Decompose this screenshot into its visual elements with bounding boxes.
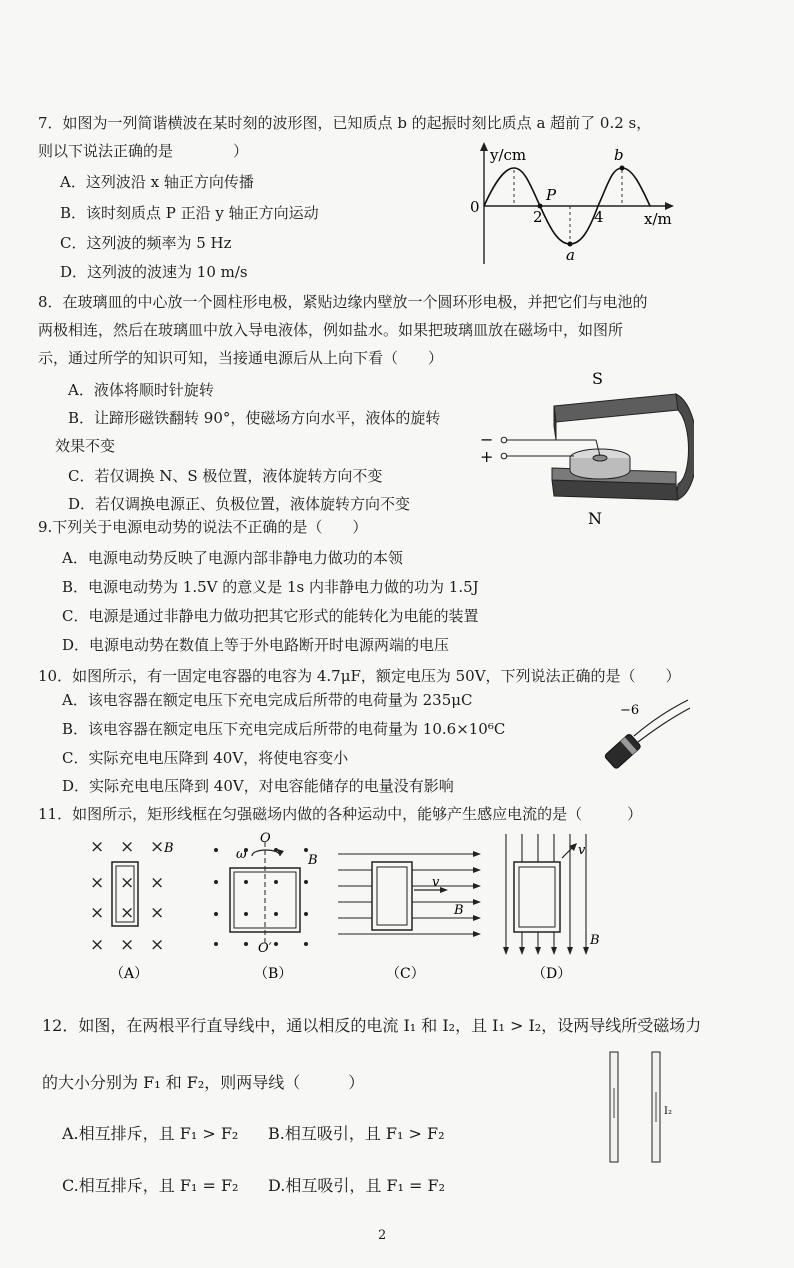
figure-b-omega: ω — [236, 847, 247, 862]
figure-b-o-bottom: O′ — [258, 941, 272, 956]
figure-c-b-label: B — [454, 903, 464, 918]
figure-a-caption: （A） — [110, 966, 149, 982]
wave-y-arrow-icon — [480, 142, 488, 151]
svg-text:×: × — [120, 837, 135, 857]
q8-stem-line3: 示，通过所学的知识可知，当接通电源后从上向下看（ ） — [38, 349, 444, 367]
figure-b-b-label: B — [308, 853, 318, 868]
wave-tick-2: 2 — [533, 208, 543, 226]
terminal-plus-label: + — [480, 447, 494, 466]
svg-text:×: × — [150, 935, 165, 955]
figure-c-caption: （C） — [386, 966, 425, 982]
wire-i2-label: I₂ — [664, 1106, 672, 1117]
figure-d-caption: （D） — [532, 966, 572, 982]
q7-stem-line1: 7．如图为一列简谐横波在某时刻的波形图，已知质点 b 的起振时刻比质点 a 超前了 0.2 s， — [38, 114, 652, 132]
capacitor-mark: −6 — [620, 703, 640, 718]
q9-option-c: C．电源是通过非静电力做功把其它形式的能转化为电能的装置 — [62, 607, 479, 625]
q9-option-d: D．电源电动势在数值上等于外电路断开时电源两端的电压 — [62, 636, 450, 654]
magnet-dish-figure — [478, 368, 694, 528]
q7-stem-line2: 则以下说法正确的是 ） — [38, 142, 249, 160]
q12-option-b: B.相互吸引，且 F₁ > F₂ — [268, 1124, 445, 1143]
figure-d-v-label: v — [578, 843, 586, 858]
figure-c-velocity-icon — [440, 887, 448, 893]
wave-graph-figure — [462, 140, 694, 268]
q9-option-a: A．电源电动势反映了电源内部非静电力做功的本领 — [62, 549, 403, 567]
page-number: 2 — [378, 1228, 387, 1243]
figure-c — [338, 851, 481, 982]
magnet-curve — [676, 394, 694, 500]
q12-option-c: C.相互排斥，且 F₁ = F₂ — [62, 1176, 239, 1195]
svg-text:×: × — [120, 873, 135, 893]
svg-text:×: × — [150, 873, 165, 893]
q9-option-b: B．电源电动势为 1.5V 的意义是 1s 内非静电力做的功为 1.5J — [62, 578, 479, 596]
q12-stem-line1: 12．如图，在两根平行直导线中，通以相反的电流 I₁ 和 I₂，且 I₁ > I₂，设两导线所受磁场力 — [42, 1016, 702, 1035]
svg-text:×: × — [150, 837, 165, 857]
wave-x-arrow-icon — [665, 202, 674, 210]
q9-stem: 9.下列关于电源电动势的说法不正确的是（ ） — [38, 518, 368, 536]
figure-b — [214, 832, 318, 982]
q7-option-a: A．这列波沿 x 轴正方向传播 — [60, 173, 254, 191]
q7-option-c: C．这列波的频率为 5 Hz — [60, 234, 232, 252]
wave-point-p-label: P — [546, 186, 557, 204]
q10-option-a: A．该电容器在额定电压下充电完成后所带的电荷量为 235μC — [62, 691, 473, 709]
q10-stem: 10．如图所示，有一固定电容器的电容为 4.7μF，额定电压为 50V，下列说法正确的是（ ） — [38, 667, 681, 685]
q8-stem-line1: 8．在玻璃皿的中心放一个圆柱形电极，紧贴边缘内壁放一个圆环形电极，并把它们与电池的 — [38, 293, 648, 311]
wave-ylabel: y/cm — [490, 146, 527, 164]
figure-d-b-label: B — [590, 933, 600, 948]
svg-text:×: × — [120, 903, 135, 923]
point-b-dot — [620, 166, 625, 171]
magnet-top-arm — [554, 394, 678, 422]
figure-d-coil — [514, 862, 560, 932]
wave-point-b-label: b — [614, 146, 624, 164]
wave-tick-4: 4 — [594, 208, 604, 226]
q10-option-c: C．实际充电电压降到 40V，将使电容变小 — [62, 749, 349, 767]
svg-text:×: × — [90, 935, 105, 955]
capacitor-figure — [596, 694, 694, 778]
terminal-minus-icon — [501, 437, 507, 443]
q8-option-b-cont: 效果不变 — [55, 437, 116, 455]
q7-option-d: D．这列波的波速为 10 m/s — [60, 263, 248, 281]
wave-point-a-label: a — [566, 246, 575, 264]
terminal-minus-label: − — [480, 430, 494, 449]
pole-s-label: S — [592, 369, 603, 388]
pole-n-label: N — [588, 509, 602, 528]
svg-text:×: × — [90, 873, 105, 893]
figure-b-o-top: O — [260, 832, 271, 846]
q10-option-d: D．实际充电电压降到 40V，对电容能储存的电量没有影响 — [62, 777, 454, 795]
q12-stem-line2: 的大小分别为 F₁ 和 F₂，则两导线（ ） — [42, 1073, 365, 1092]
wave-xlabel: x/m — [644, 210, 672, 228]
capacitor-body — [604, 733, 641, 769]
q8-option-b: B．让蹄形磁铁翻转 90°，使磁场方向水平，液体的旋转 — [68, 409, 441, 427]
q11-stem: 11．如图所示，矩形线框在匀强磁场内做的各种运动中，能够产生感应电流的是（ ） — [38, 805, 643, 823]
parallel-wires-figure — [598, 1048, 690, 1166]
terminal-plus-icon — [501, 453, 507, 459]
wave-origin-label: 0 — [470, 198, 480, 216]
q12-option-d: D.相互吸引，且 F₁ = F₂ — [268, 1176, 446, 1195]
svg-text:×: × — [90, 837, 105, 857]
q8-option-d: D．若仅调换电源正、负极位置，液体旋转方向不变 — [68, 495, 411, 513]
figure-a — [90, 837, 174, 982]
capacitor-lead-1 — [634, 700, 688, 736]
q8-option-a: A．液体将顺时针旋转 — [68, 381, 214, 399]
q8-stem-line2: 两极相连，然后在玻璃皿中放入导电液体，例如盐水。如果把玻璃皿放在磁场中，如图所 — [38, 321, 624, 339]
figure-c-v-label: v — [432, 875, 440, 890]
svg-text:×: × — [150, 903, 165, 923]
figure-a-b-label: B — [164, 841, 174, 856]
q12-option-a: A.相互排斥，且 F₁ > F₂ — [62, 1124, 239, 1143]
svg-text:×: × — [90, 903, 105, 923]
q8-option-c: C．若仅调换 N、S 极位置，液体旋转方向不变 — [68, 467, 383, 485]
svg-text:×: × — [120, 935, 135, 955]
q7-option-b: B．该时刻质点 P 正沿 y 轴正方向运动 — [60, 204, 319, 222]
figure-d — [503, 834, 600, 982]
figure-c-coil — [372, 862, 412, 930]
induction-figures — [84, 832, 614, 982]
q10-option-b: B．该电容器在额定电压下充电完成后所带的电荷量为 10.6×10⁶C — [62, 720, 506, 738]
figure-b-caption: （B） — [254, 966, 293, 982]
